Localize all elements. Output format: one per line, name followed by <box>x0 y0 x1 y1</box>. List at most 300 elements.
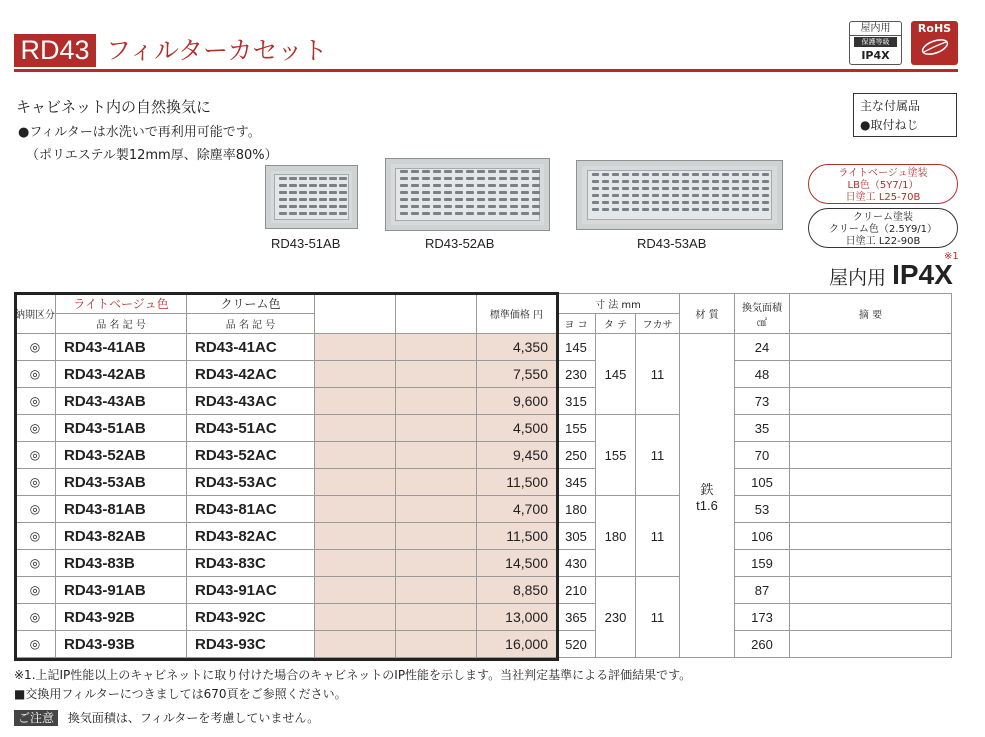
grill-slot <box>499 198 507 201</box>
blank-cell <box>315 415 396 442</box>
grill-slot <box>742 187 749 190</box>
grill-slot <box>477 170 485 173</box>
blank-cell <box>315 550 396 577</box>
vent-area: 87 <box>735 577 790 604</box>
part-number-light-beige: RD43-83B <box>56 550 187 577</box>
grill-slot <box>722 201 729 204</box>
grill-slot <box>319 198 327 201</box>
grill-slot <box>400 205 408 208</box>
grill-slot <box>702 187 709 190</box>
vent-area: 53 <box>735 496 790 523</box>
price: 9,450 <box>477 442 557 469</box>
grill-slot <box>712 187 719 190</box>
grill-slot <box>455 177 463 180</box>
grill-slot <box>612 180 619 183</box>
part-number-light-beige: RD43-52AB <box>56 442 187 469</box>
spec-table <box>14 293 952 658</box>
grill-slot <box>762 187 769 190</box>
grill-slot <box>762 180 769 183</box>
grill-slot <box>521 184 529 187</box>
grill-slot <box>682 201 689 204</box>
part-number-light-beige: RD43-82AB <box>56 523 187 550</box>
blank-cell <box>315 469 396 496</box>
part-number-cream: RD43-93C <box>187 631 315 658</box>
grill-slot <box>652 187 659 190</box>
grill-slot <box>455 184 463 187</box>
description-bullet: ●フィルターは水洗いで再利用可能です。 <box>18 125 261 140</box>
lb-line1: ライトベージュ塗装 <box>838 168 928 179</box>
remarks-cell <box>790 361 952 388</box>
vent-area: 35 <box>735 415 790 442</box>
col-tate: タ テ <box>596 314 636 334</box>
grill-slot <box>455 212 463 215</box>
grill-slot <box>319 212 327 215</box>
grill-slot <box>433 191 441 194</box>
grill-slot <box>612 201 619 204</box>
grill-slot <box>742 180 749 183</box>
grill-slot <box>742 173 749 176</box>
grill-slot <box>662 201 669 204</box>
dim-yoko: 345 <box>557 469 596 496</box>
blank-cell <box>396 523 477 550</box>
vent-area: 159 <box>735 550 790 577</box>
grill-slot <box>592 180 599 183</box>
delivery-mark: ◎ <box>15 631 56 658</box>
delivery-mark: ◎ <box>15 388 56 415</box>
grill-slot <box>339 191 347 194</box>
grill-slot <box>422 205 430 208</box>
table-row <box>15 361 952 388</box>
grill-slot <box>455 205 463 208</box>
grill-slot <box>532 184 540 187</box>
model-code: RD43 <box>14 34 96 67</box>
dim-yoko: 250 <box>557 442 596 469</box>
grill-slot <box>682 173 689 176</box>
ip-badge-line1: 屋内用 <box>850 22 901 36</box>
grill-slot <box>422 191 430 194</box>
accessories-item: ●取付ねじ <box>860 118 919 132</box>
grill-slot <box>411 205 419 208</box>
footnote-ip: ※1.上記IP性能以上のキャビネットに取り付けた場合のキャビネットのIP性能を示します。当社判定基準による評価結果です。 <box>14 668 692 682</box>
grill-slot <box>752 180 759 183</box>
blank-cell <box>396 496 477 523</box>
grill-slot <box>652 201 659 204</box>
grill-slot <box>433 205 441 208</box>
grill-slot <box>499 191 507 194</box>
grill-slot <box>521 212 529 215</box>
description-heading: キャビネット内の自然換気に <box>16 98 212 116</box>
grill-slot <box>488 198 496 201</box>
delivery-mark: ◎ <box>15 523 56 550</box>
grill-slot <box>510 205 518 208</box>
grill-slot <box>444 191 452 194</box>
grill-slot <box>455 198 463 201</box>
grill-slot <box>299 198 307 201</box>
grill-slot <box>488 184 496 187</box>
accessories-box <box>853 93 957 137</box>
vent-area: 260 <box>735 631 790 658</box>
col-blank-1 <box>315 294 396 334</box>
grill-slot <box>692 194 699 197</box>
grill-slot <box>762 201 769 204</box>
grill-slot <box>488 205 496 208</box>
grill-slot <box>642 201 649 204</box>
dim-tate: 230 <box>596 577 636 658</box>
grill-slot <box>444 212 452 215</box>
grill-slot <box>319 205 327 208</box>
grill-slot <box>433 212 441 215</box>
grill-slot <box>488 177 496 180</box>
grill-slot <box>444 184 452 187</box>
indoor-label: 屋内用 <box>829 267 887 289</box>
grill-slot <box>622 194 629 197</box>
grill-slot <box>510 184 518 187</box>
grill-slot <box>329 177 337 180</box>
grill-slot <box>466 198 474 201</box>
part-number-cream: RD43-92C <box>187 604 315 631</box>
grill-slot <box>299 184 307 187</box>
part-number-light-beige: RD43-92B <box>56 604 187 631</box>
grill-slot <box>411 184 419 187</box>
grill-slot <box>592 201 599 204</box>
remarks-cell <box>790 604 952 631</box>
ip-badge-line3: IP4X <box>861 49 890 62</box>
blank-cell <box>315 442 396 469</box>
grill-slot <box>433 177 441 180</box>
grill-slot <box>289 177 297 180</box>
grill-slot <box>602 194 609 197</box>
grill-slot <box>279 177 287 180</box>
price: 4,350 <box>477 334 557 361</box>
grill-slot <box>521 170 529 173</box>
col-delivery: 納期区分 <box>15 294 56 334</box>
col-lb-part: 品 名 記 号 <box>56 314 187 334</box>
grill-slot <box>422 198 430 201</box>
vent-area: 48 <box>735 361 790 388</box>
part-number-cream: RD43-91AC <box>187 577 315 604</box>
grill-slot <box>477 198 485 201</box>
grill-slot <box>742 201 749 204</box>
grill-slot <box>752 173 759 176</box>
grill-slot <box>692 180 699 183</box>
grill-slot <box>662 180 669 183</box>
grill-slot <box>532 198 540 201</box>
col-cream: クリーム色 <box>187 294 315 314</box>
indoor-rating <box>829 259 953 291</box>
dim-yoko: 155 <box>557 415 596 442</box>
grill-slot <box>488 212 496 215</box>
grill-slot <box>400 191 408 194</box>
grill-slot <box>309 198 317 201</box>
grill-slot <box>732 201 739 204</box>
grill-slot <box>309 205 317 208</box>
blank-cell <box>396 604 477 631</box>
grill-slot <box>712 208 719 211</box>
part-number-cream: RD43-81AC <box>187 496 315 523</box>
grill-slot <box>672 194 679 197</box>
grill-slot <box>762 194 769 197</box>
cr-line1: クリーム塗装 <box>853 212 913 223</box>
blank-cell <box>396 469 477 496</box>
grill-slot <box>702 180 709 183</box>
grill-slot <box>477 205 485 208</box>
leaf-icon <box>920 37 950 57</box>
grill-slot <box>499 170 507 173</box>
grill-slot <box>309 191 317 194</box>
grill-slot <box>642 173 649 176</box>
table-row <box>15 415 952 442</box>
grill-slot <box>622 201 629 204</box>
grill-slot <box>299 191 307 194</box>
material <box>680 334 735 658</box>
grill-slot <box>642 187 649 190</box>
table-row <box>15 469 952 496</box>
grill-slot <box>422 177 430 180</box>
image-caption: RD43-51AB <box>271 236 341 251</box>
grill-slot <box>712 194 719 197</box>
grill-slot <box>455 170 463 173</box>
grill-slot <box>422 212 430 215</box>
col-yoko: ヨ コ <box>557 314 596 334</box>
grill-slot <box>488 191 496 194</box>
grill-slot <box>712 173 719 176</box>
price: 11,500 <box>477 469 557 496</box>
grill-slot <box>662 194 669 197</box>
dim-yoko: 365 <box>557 604 596 631</box>
price: 7,550 <box>477 361 557 388</box>
cr-line3: 日塗工 L22-90B <box>845 236 921 247</box>
material-thickness: t1.6 <box>696 497 718 513</box>
grill-slot <box>466 184 474 187</box>
remarks-cell <box>790 496 952 523</box>
grill-slot <box>521 205 529 208</box>
grill-slot <box>433 170 441 173</box>
price: 4,700 <box>477 496 557 523</box>
grill-slot <box>732 187 739 190</box>
rohs-label: RoHS <box>917 22 952 35</box>
part-number-cream: RD43-82AC <box>187 523 315 550</box>
grill-slot <box>612 187 619 190</box>
vent-area: 70 <box>735 442 790 469</box>
grill-slot <box>682 187 689 190</box>
part-number-cream: RD43-42AC <box>187 361 315 388</box>
table-row <box>15 631 952 658</box>
header-rule <box>14 69 958 72</box>
grill-slot <box>411 191 419 194</box>
delivery-mark: ◎ <box>15 496 56 523</box>
grill-slot <box>632 201 639 204</box>
grill-slot <box>722 187 729 190</box>
grill-slot <box>466 205 474 208</box>
product-image-rd43-52ab <box>385 158 550 231</box>
grill-slot <box>499 205 507 208</box>
grill-slot <box>309 184 317 187</box>
grill-slot <box>692 187 699 190</box>
grill-slot <box>612 208 619 211</box>
grill-slot <box>299 205 307 208</box>
dim-fukasa: 11 <box>636 415 680 496</box>
blank-cell <box>315 388 396 415</box>
remarks-cell <box>790 388 952 415</box>
grill-slot <box>752 201 759 204</box>
grill-slot <box>444 177 452 180</box>
grill-slot <box>444 205 452 208</box>
grill-slot <box>682 180 689 183</box>
grill-slot <box>289 191 297 194</box>
description-sub: （ポリエステル製12mm厚、除塵率80%） <box>26 148 278 163</box>
grill-slot <box>672 173 679 176</box>
cr-line2: クリーム色（2.5Y9/1） <box>828 224 938 235</box>
grill-slot <box>622 173 629 176</box>
grill-slot <box>632 187 639 190</box>
lb-line2: LB色（5Y7/1） <box>847 180 919 191</box>
grill-slot <box>279 184 287 187</box>
grill-slot <box>319 184 327 187</box>
grill-slot <box>422 170 430 173</box>
dim-tate: 180 <box>596 496 636 577</box>
dim-yoko: 210 <box>557 577 596 604</box>
part-number-light-beige: RD43-91AB <box>56 577 187 604</box>
col-vent-area <box>735 294 790 334</box>
grill-slot <box>329 205 337 208</box>
part-number-light-beige: RD43-53AB <box>56 469 187 496</box>
grill-slot <box>499 184 507 187</box>
grill-slot <box>532 191 540 194</box>
grill-slot <box>510 191 518 194</box>
grill-slot <box>299 212 307 215</box>
vent-area: 106 <box>735 523 790 550</box>
dim-tate: 145 <box>596 334 636 415</box>
grill-slot <box>411 212 419 215</box>
price: 9,600 <box>477 388 557 415</box>
grill-slot <box>642 194 649 197</box>
grill-slot <box>632 173 639 176</box>
table-row <box>15 334 952 361</box>
light-beige-color-spec <box>808 164 958 204</box>
delivery-mark: ◎ <box>15 604 56 631</box>
grill-slot <box>329 198 337 201</box>
dim-fukasa: 11 <box>636 334 680 415</box>
grill-slot <box>722 194 729 197</box>
part-number-cream: RD43-43AC <box>187 388 315 415</box>
delivery-mark: ◎ <box>15 334 56 361</box>
image-caption: RD43-53AB <box>637 236 707 251</box>
grill-slot <box>702 173 709 176</box>
grill-slot <box>339 184 347 187</box>
delivery-mark: ◎ <box>15 442 56 469</box>
grill-slot <box>712 201 719 204</box>
grill-slot <box>692 173 699 176</box>
remarks-cell <box>790 415 952 442</box>
accessories-title: 主な付属品 <box>860 99 921 113</box>
grill-slot <box>592 208 599 211</box>
grill-slot <box>400 184 408 187</box>
grill-slot <box>279 191 287 194</box>
grill-slot <box>279 212 287 215</box>
vent-area: 24 <box>735 334 790 361</box>
blank-cell <box>315 604 396 631</box>
grill-slot <box>532 177 540 180</box>
grill-slot <box>612 173 619 176</box>
remarks-cell <box>790 334 952 361</box>
grill-slot <box>299 177 307 180</box>
footnote-filter: ■交換用フィルターにつきましては670頁をご参照ください。 <box>14 687 347 701</box>
blank-cell <box>396 442 477 469</box>
grill-slot <box>309 212 317 215</box>
blank-cell <box>396 361 477 388</box>
grill-slot <box>692 208 699 211</box>
remarks-cell <box>790 577 952 604</box>
grill-slot <box>622 208 629 211</box>
vent-area: 173 <box>735 604 790 631</box>
grill-slot <box>444 198 452 201</box>
grill-slot <box>592 194 599 197</box>
grill-slot <box>732 180 739 183</box>
grill-slot <box>612 194 619 197</box>
grill-slot <box>752 208 759 211</box>
vent-area-label: 換気面積 <box>742 302 782 314</box>
grill-slot <box>682 194 689 197</box>
col-fukasa: フカサ <box>636 314 680 334</box>
blank-cell <box>315 631 396 658</box>
grill-slot <box>339 177 347 180</box>
page-title: フィルターカセット <box>106 36 328 65</box>
grill-slot <box>339 212 347 215</box>
dim-yoko: 305 <box>557 523 596 550</box>
blank-cell <box>315 334 396 361</box>
grill-slot <box>329 212 337 215</box>
blank-cell <box>315 577 396 604</box>
grill-slot <box>592 187 599 190</box>
blank-cell <box>396 334 477 361</box>
grill-slot <box>466 170 474 173</box>
grill-slot <box>477 191 485 194</box>
table-row <box>15 550 952 577</box>
table-row <box>15 577 952 604</box>
grill-slot <box>632 194 639 197</box>
part-number-cream: RD43-41AC <box>187 334 315 361</box>
part-number-cream: RD43-53AC <box>187 469 315 496</box>
part-number-light-beige: RD43-42AB <box>56 361 187 388</box>
grill-slot <box>279 198 287 201</box>
grill-slot <box>339 205 347 208</box>
grill-slot <box>510 212 518 215</box>
vent-area: 73 <box>735 388 790 415</box>
grill-slot <box>319 191 327 194</box>
part-number-cream: RD43-51AC <box>187 415 315 442</box>
price: 4,500 <box>477 415 557 442</box>
grill-slot <box>702 194 709 197</box>
grill-slot <box>622 187 629 190</box>
grill-slot <box>652 180 659 183</box>
part-number-cream: RD43-83C <box>187 550 315 577</box>
grill-slot <box>400 177 408 180</box>
lb-line3: 日塗工 L25-70B <box>845 192 921 203</box>
table-row <box>15 388 952 415</box>
grill-slot <box>477 212 485 215</box>
grill-slot <box>632 208 639 211</box>
grill-slot <box>652 173 659 176</box>
price: 8,850 <box>477 577 557 604</box>
delivery-mark: ◎ <box>15 550 56 577</box>
grill-slot <box>592 173 599 176</box>
grill-slot <box>422 184 430 187</box>
grill-slot <box>642 180 649 183</box>
col-material: 材 質 <box>680 294 735 334</box>
part-number-light-beige: RD43-51AB <box>56 415 187 442</box>
grill-slot <box>532 170 540 173</box>
delivery-mark: ◎ <box>15 415 56 442</box>
